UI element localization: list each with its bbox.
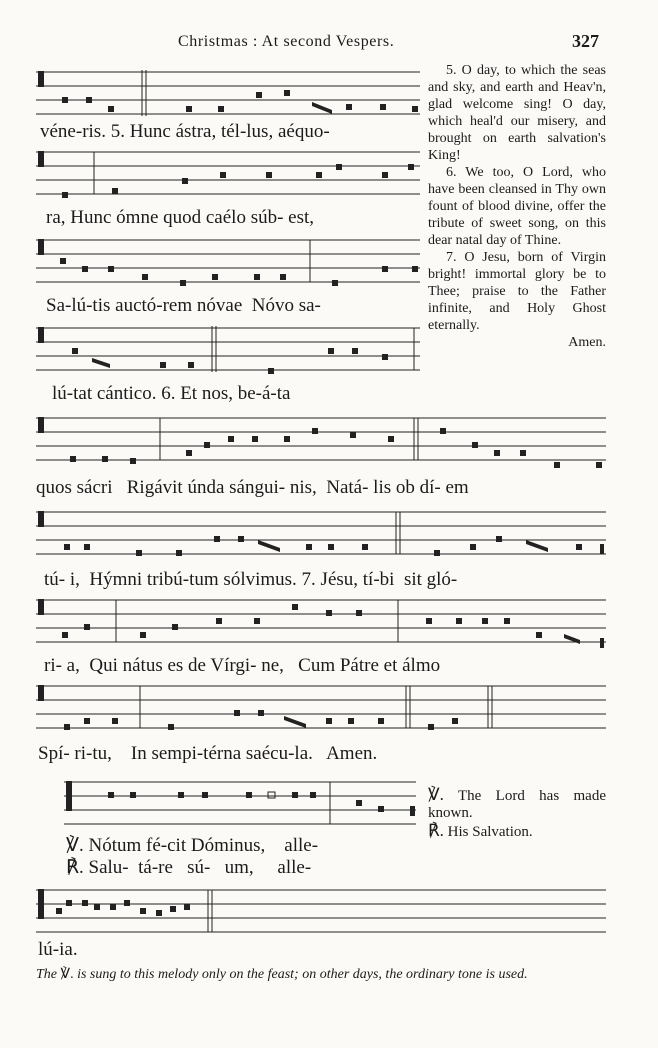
chant-staff-4 — [36, 324, 420, 382]
response-text: His Salvation. — [447, 824, 533, 840]
translation-verse-5: 5. O day, to which the seas and sky, and earth and Heav'n, glad welcome sing! O day, which heal'd our misery, and brought on earth salvation's King! — [428, 63, 606, 163]
lyric-line-6: tú- i, Hýmni tribú-tum sólvimus. 7. Jésu, tí-bi sit gló- — [44, 569, 458, 590]
running-title: Christmas : At second Vespers. — [178, 33, 395, 50]
chant-staff-3 — [36, 236, 420, 288]
response-symbol: ℟. — [428, 821, 444, 840]
translation-verse-7: 7. O Jesu, born of Virgin bright! immortal glory be to Thee; praise to the Father infinite, and Holy Ghost eternally. — [428, 250, 606, 333]
translation-column — [428, 62, 606, 351]
lyric-line-1: véne-ris. 5. Hunc ástra, tél-lus, aéquo- — [40, 121, 330, 142]
lyric-line-7: ri- a, Qui nátus es de Vírgi- ne, Cum Pátre et álmo — [44, 655, 441, 676]
footnote: The ℣. is sung to this melody only on the feast; on other days, the ordinary tone is used. — [36, 967, 528, 982]
translation-verse-6: 6. We too, O Lord, who have been cleansed in Thy own fount of blood divine, offer the tribute of sweet song, on this dear natal day of Thine. — [428, 165, 606, 248]
chant-staff-5 — [36, 412, 606, 474]
chant-staff-8 — [36, 680, 606, 742]
versicle-text: The Lord has made known. — [428, 788, 606, 821]
chant-staff-2 — [36, 148, 420, 206]
lyric-line-5: quos sácri Rigávit únda sángui- nis, Natá- lis ob dí- em — [36, 477, 469, 498]
lyric-line-versicle: ℣. Nótum fé-cit Dóminus, alle- — [66, 835, 319, 856]
lyric-line-response: ℟. Salu- tá-re sú- um, alle- — [66, 857, 312, 878]
lyric-line-8: Spí- ri-tu, In sempi-térna saécu-la. Amen. — [38, 743, 378, 764]
chant-staff-6 — [36, 506, 606, 566]
lyric-line-2: ra, Hunc ómne quod caélo súb- est, — [46, 207, 315, 228]
chant-staff-7 — [36, 594, 606, 656]
footnote-versicle-symbol: ℣. — [60, 967, 74, 982]
chant-staff-1 — [36, 68, 420, 120]
page-number: 327 — [572, 31, 599, 51]
page-header — [0, 31, 658, 55]
versicle-translation — [428, 786, 606, 841]
lyric-line-10: lú-ia. — [38, 939, 78, 960]
translation-amen: Amen. — [568, 335, 606, 350]
lyric-line-4: lú-tat cántico. 6. Et nos, be-á-ta — [52, 383, 291, 404]
lyric-line-3: Sa-lú-tis auctó-rem nóvae Nóvo sa- — [46, 295, 321, 316]
chant-staff-versicle — [64, 776, 420, 834]
versicle-symbol: ℣. — [428, 785, 444, 804]
chant-staff-10 — [36, 886, 606, 940]
